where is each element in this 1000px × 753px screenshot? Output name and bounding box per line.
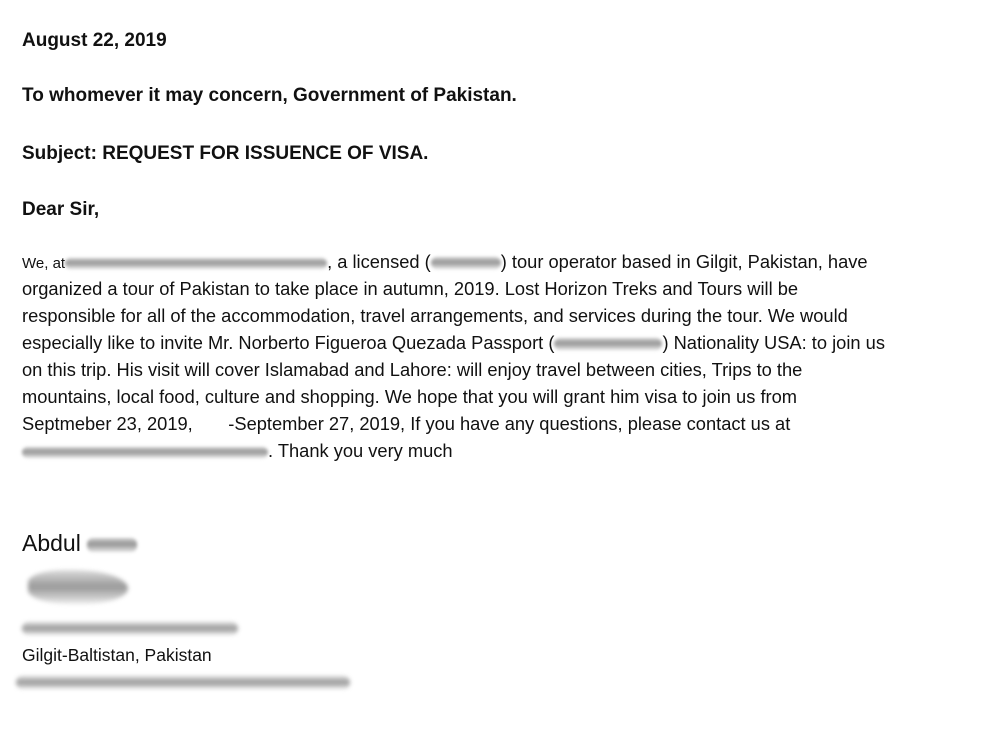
- body-text-invite: especially like to invite Mr. Norberto Figueroa Quezada Passport (: [22, 332, 555, 353]
- body-line-7: Septmeber 23, 2019, -September 27, 2019, If you have any questions, please contact us at: [22, 413, 791, 434]
- redacted-company-name: [65, 258, 327, 269]
- redacted-contact-details: [16, 676, 350, 689]
- redacted-passport-number: [554, 338, 662, 350]
- body-text-thanks: . Thank you very much: [268, 440, 453, 461]
- body-text-operator: ) tour operator based in Gilgit, Pakistan, have: [500, 251, 868, 272]
- letter-subject: Subject: REQUEST FOR ISSUENCE OF VISA.: [22, 143, 429, 164]
- letter-recipient: To whomever it may concern, Government of Pakistan.: [22, 85, 517, 106]
- redacted-license-number: [431, 257, 501, 269]
- body-line-3: responsible for all of the accommodation, travel arrangements, and services during the tour. We would: [22, 305, 848, 326]
- redacted-contact-email: [22, 447, 268, 458]
- redacted-signatory-title: [22, 622, 238, 635]
- signature-location: Gilgit-Baltistan, Pakistan: [22, 645, 212, 665]
- letter-date: August 22, 2019: [22, 30, 167, 51]
- body-line-2: organized a tour of Pakistan to take place in autumn, 2019. Lost Horizon Treks and Tours will be: [22, 278, 799, 299]
- redacted-signature-image: [28, 570, 128, 604]
- body-line-6: mountains, local food, culture and shopping. We hope that you will grant him visa to join us from: [22, 386, 798, 407]
- letter-salutation: Dear Sir,: [22, 199, 100, 220]
- letter-body: [22, 248, 972, 464]
- body-line-5: on this trip. His visit will cover Islamabad and Lahore: will enjoy travel between cities, Trips to the: [22, 359, 803, 380]
- body-text-nationality: ) Nationality USA: to join us: [662, 332, 885, 353]
- body-line-1: [22, 248, 972, 275]
- body-text-licensed: , a licensed (: [327, 251, 431, 272]
- redacted-surname: [87, 538, 137, 552]
- body-line-8: [22, 437, 972, 464]
- signature-first-name: Abdul: [22, 530, 81, 556]
- body-text-we-at: We, at: [22, 255, 66, 272]
- body-line-4: [22, 329, 972, 356]
- signature-name: [22, 530, 137, 557]
